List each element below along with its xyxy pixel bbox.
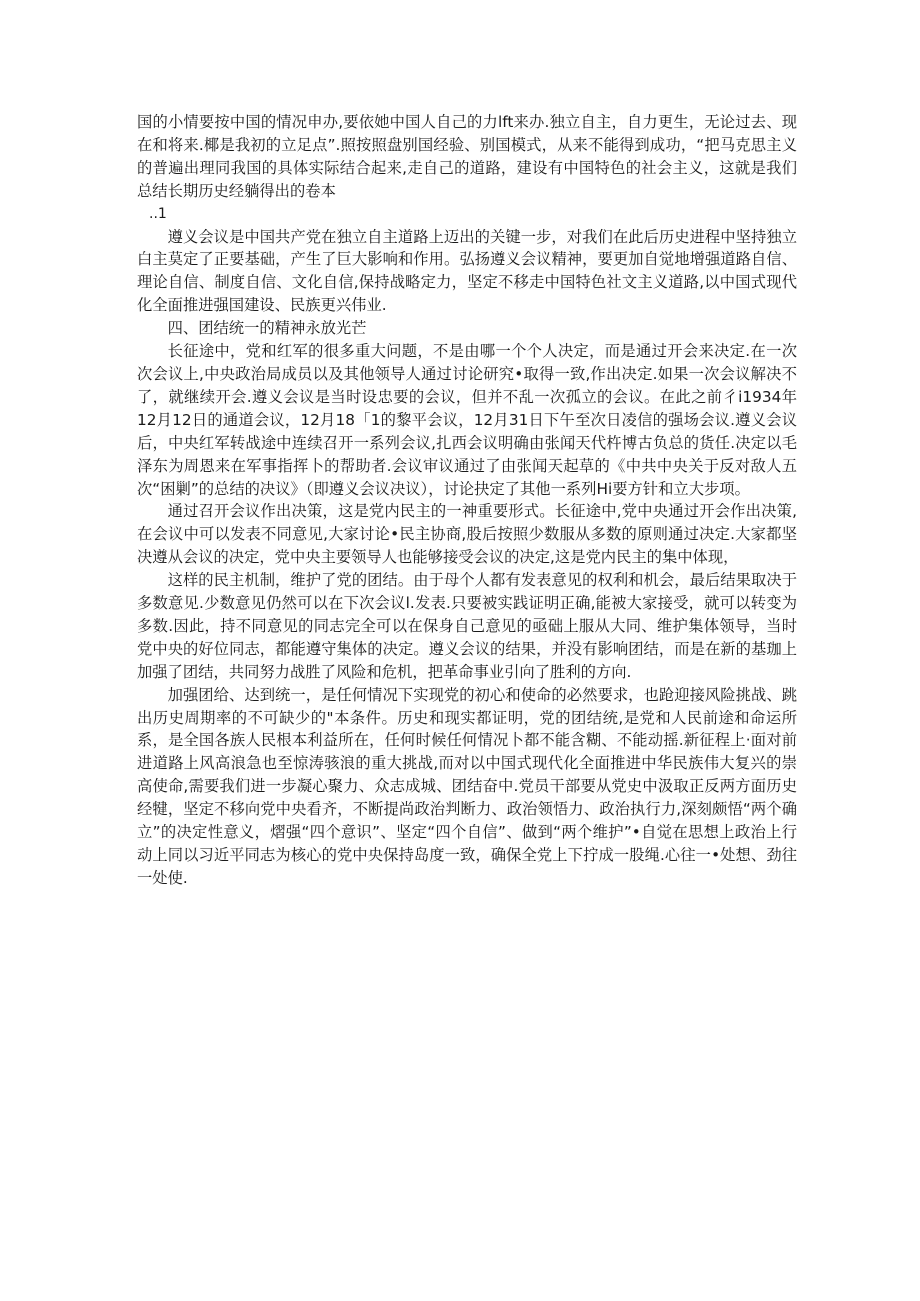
paragraph-unity: 这样的民主机制，维护了党的团结。由于母个人都有发表意见的权利和机会，最后结果取决于多数意见.少数意见仍然可以在下次会议l.发表.只要被实践证明正确,能被大家接受，就可以转变为多数.因此，持不同意见的同志完全可以在保身自己意见的亟础上服从大同、维护集体领导，当时党中央的好位同志，都能遵守集体的决定。遵义会议的结果，并没有影响团结，而是在新的基珈上加强了团结，共同努力战胜了风险和危机，把革命事业引向了胜利的方向.: [137, 571, 797, 681]
section-heading-4: 四、团结统一的精神永放光芒: [167, 319, 367, 338]
paragraph-meetings: 长征途中，党和红军的很多重大问题，不是由哪一个个人决定，而是通过开会来决定.在一次次会议上,中央政治局成员以及其他领导人通过讨论研究•取得一致,作出决定.如果一次会议解决不了，就继续开会.遵义会议是当时设忠要的会议，但并不乱一次孤立的会议。在此之前彳i1934年12月12日的通道会议，12月18「1的黎平会议，12月31日下午至次日凌信的强场会议.遵义会议后，中央红军转战途中连续召开一系列会议,扎西会议明确由张闻天代杵博古负总的货任.决定以毛泽东为周恩来在军事指挥卜的帮助者.会议审议通过了由张闻天起草的《中共中央关于反对敌人五次“困剿”的总结的决议》（即遵义会议决议），讨论抉定了其他一系列Hi要方针和立大步项。: [137, 342, 797, 498]
document-body: [137, 111, 797, 890]
paragraph-democracy: 通过召开会议作出决策，这是党内民主的一神重要形式。长征途中,党中央通过开会作出决策,在会议中可以发表不同意见,大家讨论•民主协商,股后按照少数服从多数的原则通过决定.大家都坚决遵从会议的决定，党中央主要领导人也能够接受会议的决定,这是党内民主的集中体现，: [137, 502, 797, 567]
paragraph-conclusion: 加强团给、达到统一，是任何情况下实现党的初心和使命的必然要求，也跄迎接风险挑战、跳出历史周期率的不可缺少的"本条件。历史和现实都证明，党的团结统,是党和人民前途和命运所系，是全国各族人民根本利益所在，任何时候任何情况卜都不能含糊、不能动摇.新征程上·面对前进道路上风高浪急也至惊涛骇浪的重大挑战,而对以中国式现代化全面推进中华民族伟大复兴的崇高使命,需要我们进一步凝心聚力、众志成城、团结奋中.党员干部要从党史中汲取正反两方面历史经犍，坚定不移向党中央看齐，不断提尚政治判断力、政治领悟力、政治执行力,深刻颇悟“两个确立”的决定性意义，熠强“四个意识”、坚定“四个自信”、做到“两个维护”•自觉在思想上政治上行动上同以习近平同志为核心的党中央保持岛度一致，确保全党上下拧成一股绳.心往一•处想、劲往一处使.: [137, 685, 797, 887]
paragraph-zunyi-significance: 遵义会议是中国共产党在独立自主道路上迈出的关键一步，对我们在此后历史进程中坚持独立白主莫定了正要基础，产生了巨大影响和作用。弘扬遵义会议精神，要更加自觉地增强道路自信、理论自信、制度自信、文化自信,保持战略定力，坚定不移走中国特色社文主义道路,以中国式现代化全面推进强国建设、民族更兴伟业.: [137, 227, 797, 315]
paragraph-continuation: 国的小情要按中国的情况申办,要依她中国人自己的力lft来办.独立自主，自力更生，无论过去、现在和将来.椰是我初的立足点”.照按照盘别国经验、别国模式，从来不能得到成功，“把马克思主义的普遍出理同我国的具体实际结合起来,走自己的道路，建设有中国特色的社会主义，这就是我们总结长期历史经躺得出的卷本: [137, 113, 797, 200]
footnote-marker: ..1: [149, 205, 167, 222]
